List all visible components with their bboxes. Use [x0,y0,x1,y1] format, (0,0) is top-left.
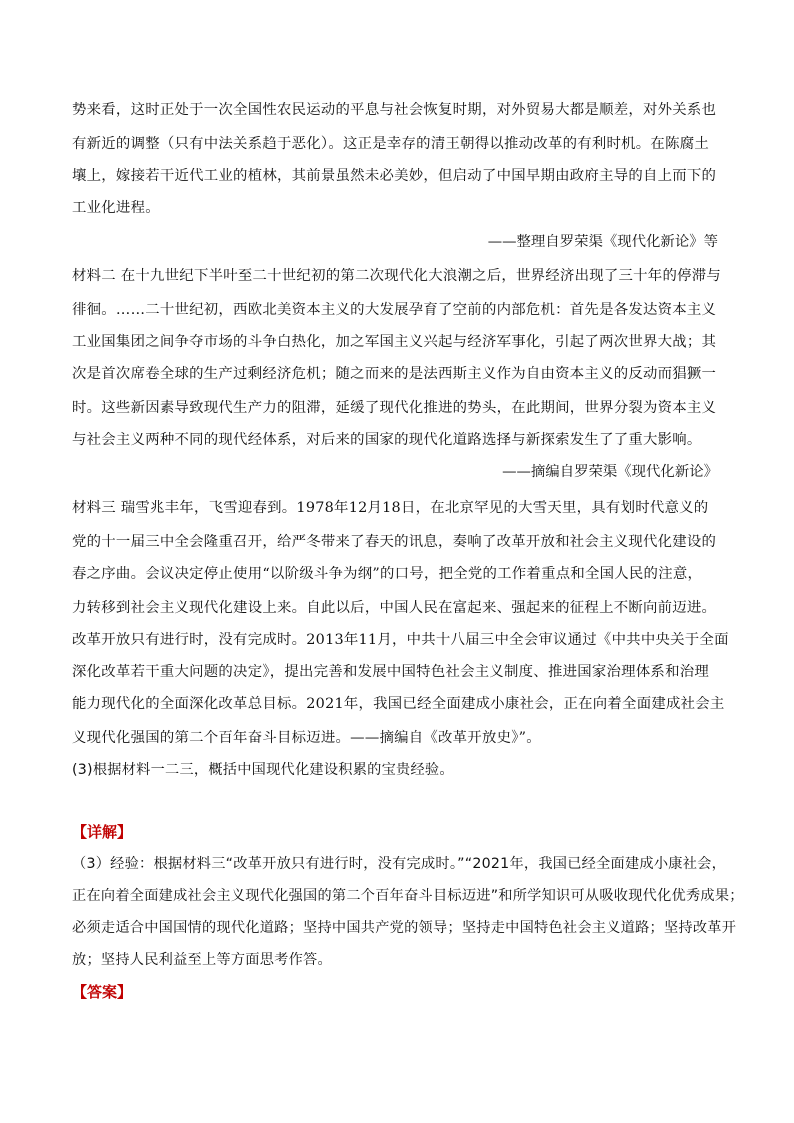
material3-line: 义现代化强国的第二个百年奋斗目标迈进。——摘编自《改革开放史》”。 [72,730,541,746]
answer-heading: 【答案】 [72,983,133,1001]
detail-heading: 【详解】 [72,823,133,841]
material1-line: 势来看，这时正处于一次全国性农民运动的平息与社会恢复时期，对外贸易大都是顺差，对外关系也 [72,102,717,118]
material1-line: 有新近的调整（只有中法关系趋于恶化）。这正是幸存的清王朝得以推动改革的有利时机。在陈腐土 [72,136,709,152]
material2-line: 次是首次席卷全球的生产过剩经济危机；随之而来的是法西斯主义作为自由资本主义的反动而猖獗一 [72,366,717,382]
detail-line: 必须走适合中国国情的现代化道路；坚持中国共产党的领导；坚持走中国特色社会主义道路；坚持改革开 [72,920,737,936]
material3-line: 春之序曲。会议决定停止使用“以阶级斗争为纲”的口号，把全党的工作着重点和全国人民的注意， [72,566,703,582]
material3-line: 深化改革若干重大问题的决定》，提出完善和发展中国特色社会主义制度、推进国家治理体系和治理 [72,664,709,680]
material2-line: 材料二 在十九世纪下半叶至二十世纪初的第二次现代化大浪潮之后，世界经济出现了三十年的停滞与 [72,268,722,284]
material3-line: 力转移到社会主义现代化建设上来。自此以后，中国人民在富起来、强起来的征程上不断向前迈进。 [72,600,717,616]
detail-line: （3）经验：根据材料三“改革开放只有进行时，没有完成时。”“2021年，我国已经全面建成小康社会， [72,856,727,872]
material2-line: 时。这些新因素导致现代生产力的阻滞，延缓了现代化推进的势头，在此期间，世界分裂为资本主义 [72,400,717,416]
material1-line: 工业化进程。 [72,200,160,216]
question-text: (3)根据材料一二三，概括中国现代化建设积累的宝贵经验。 [72,762,454,778]
detail-line: 放；坚持人民利益至上等方面思考作答。 [72,952,332,968]
material1-line: 壤上，嫁接若干近代工业的植林，其前景虽然未必美妙，但启动了中国早期由政府主导的自上而下的 [72,168,717,184]
material3-line: 能力现代化的全面深化改革总目标。2021年，我国已经全面建成小康社会，正在向着全面建成社会主 [72,696,725,712]
material2-line: 徘徊。……二十世纪初，西欧北美资本主义的大发展孕育了空前的内部危机：首先是各发达资本主义 [72,302,717,318]
material2-line: 与社会主义两种不同的现代经体系，对后来的国家的现代化道路选择与新探索发生了了重大影响。 [72,432,702,448]
material1-source: ——整理自罗荣渠《现代化新论》等 [487,234,718,250]
material3-line: 改革开放只有进行时，没有完成时。2013年11月，中共十八届三中全会审议通过《中共中央关于全面 [72,632,729,648]
material2-line: 工业国集团之间争夺市场的斗争白热化，加之军国主义兴起与经济军事化，引起了两次世界大战；其 [72,334,717,350]
detail-line: 正在向着全面建成社会主义现代化强国的第二个百年奋斗目标迈进”和所学知识可从吸收现代化优秀成果； [72,888,744,904]
material2-source: ——摘编自罗荣渠《现代化新论》 [502,464,718,480]
material3-line: 党的十一届三中全会隆重召开，给严冬带来了春天的讯息，奏响了改革开放和社会主义现代化建设的 [72,534,717,550]
material3-line: 材料三 瑞雪兆丰年，飞雪迎春到。1978年12月18日，在北京罕见的大雪天里，具有划时代意义的 [72,500,709,516]
